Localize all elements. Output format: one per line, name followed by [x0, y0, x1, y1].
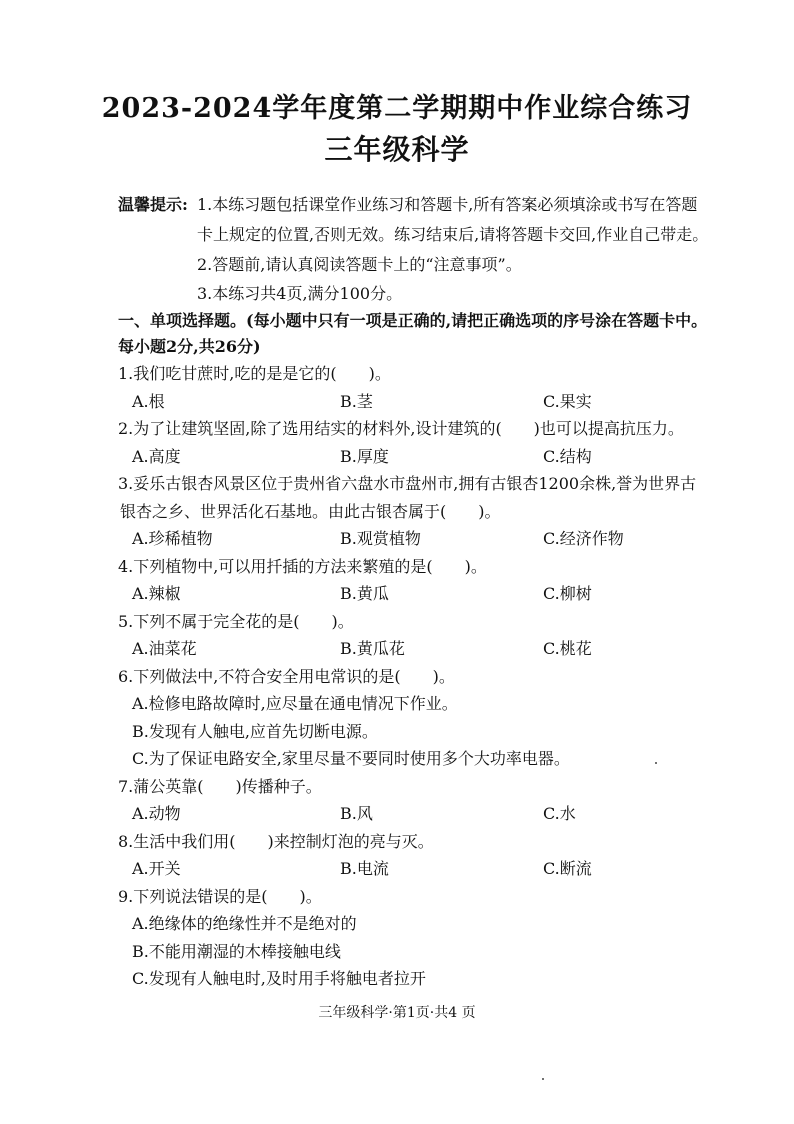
question-stem: 8.生活中我们用( )来控制灯泡的亮与灭。	[118, 832, 434, 851]
question-stem: 7.蒲公英靠( )传播种子。	[118, 777, 322, 796]
question-stem: 2.为了让建筑坚固,除了选用结实的材料外,设计建筑的( )也可以提高抗压力。	[118, 419, 684, 438]
option-b: B.不能用潮湿的木棒接触电线	[132, 942, 341, 961]
option-c: C.结构	[543, 447, 592, 466]
option-c: C.水	[543, 804, 576, 823]
option-c: C.桃花	[543, 639, 592, 658]
section-heading-cont: 每小题2分,共26分)	[118, 337, 261, 356]
question-stem: 6.下列做法中,不符合安全用电常识的是( )。	[118, 667, 455, 686]
option-a: A.油菜花	[132, 639, 197, 658]
option-c: C.果实	[543, 392, 592, 411]
notice-label: 温馨提示:	[118, 195, 188, 214]
question-stem: 5.下列不属于完全花的是( )。	[118, 612, 354, 631]
page-footer: 三年级科学·第1页·共4 页	[318, 1005, 476, 1021]
option-a: A.根	[132, 392, 165, 411]
notice-item-3: 3.本练习共4页,满分100分。	[197, 284, 403, 303]
option-b: B.发现有人触电,应首先切断电源。	[132, 722, 378, 741]
option-b: B.电流	[340, 859, 389, 878]
section-heading: 一、单项选择题。(每小题中只有一项是正确的,请把正确选项的序号涂在答题卡中。	[118, 311, 708, 330]
option-a: A.珍稀植物	[132, 529, 213, 548]
option-a: A.辣椒	[132, 584, 181, 603]
option-a: A.绝缘体的绝缘性并不是绝对的	[132, 914, 357, 933]
question-stem: 1.我们吃甘蔗时,吃的是是它的( )。	[118, 364, 391, 383]
exam-subtitle: 三年级科学	[324, 133, 470, 166]
option-c: C.经济作物	[543, 529, 624, 548]
option-b: B.风	[340, 804, 373, 823]
notice-item-1a: 1.本练习题包括课堂作业练习和答题卡,所有答案必须填涂或书写在答题	[197, 195, 698, 214]
option-a: A.高度	[132, 447, 181, 466]
option-c: C.柳树	[543, 584, 592, 603]
question-stem: 3.妥乐古银杏风景区位于贵州省六盘水市盘州市,拥有古银杏1200余株,誉为世界古	[118, 474, 697, 493]
question-stem: 9.下列说法错误的是( )。	[118, 887, 322, 906]
option-b: B.黄瓜花	[340, 639, 405, 658]
option-b: B.黄瓜	[340, 584, 389, 603]
option-a: A.开关	[132, 859, 181, 878]
option-b: B.茎	[340, 392, 373, 411]
notice-item-2: 2.答题前,请认真阅读答题卡上的“注意事项”。	[197, 255, 522, 274]
scan-speck	[655, 762, 657, 764]
question-stem: 银杏之乡、世界活化石基地。由此古银杏属于( )。	[120, 502, 501, 521]
option-b: B.厚度	[340, 447, 389, 466]
option-c: C.为了保证电路安全,家里尽量不要同时使用多个大功率电器。	[132, 749, 570, 768]
option-c: C.断流	[543, 859, 592, 878]
option-b: B.观赏植物	[340, 529, 421, 548]
option-c: C.发现有人触电时,及时用手将触电者拉开	[132, 969, 426, 988]
exam-title: 2023-2024学年度第二学期期中作业综合练习	[101, 93, 693, 124]
scan-speck	[542, 1078, 544, 1080]
option-a: A.动物	[132, 804, 181, 823]
notice-item-1b: 卡上规定的位置,否则无效。练习结束后,请将答题卡交回,作业自己带走。	[197, 225, 709, 244]
option-a: A.检修电路故障时,应尽量在通电情况下作业。	[132, 694, 458, 713]
question-stem: 4.下列植物中,可以用扦插的方法来繁殖的是( )。	[118, 557, 487, 576]
